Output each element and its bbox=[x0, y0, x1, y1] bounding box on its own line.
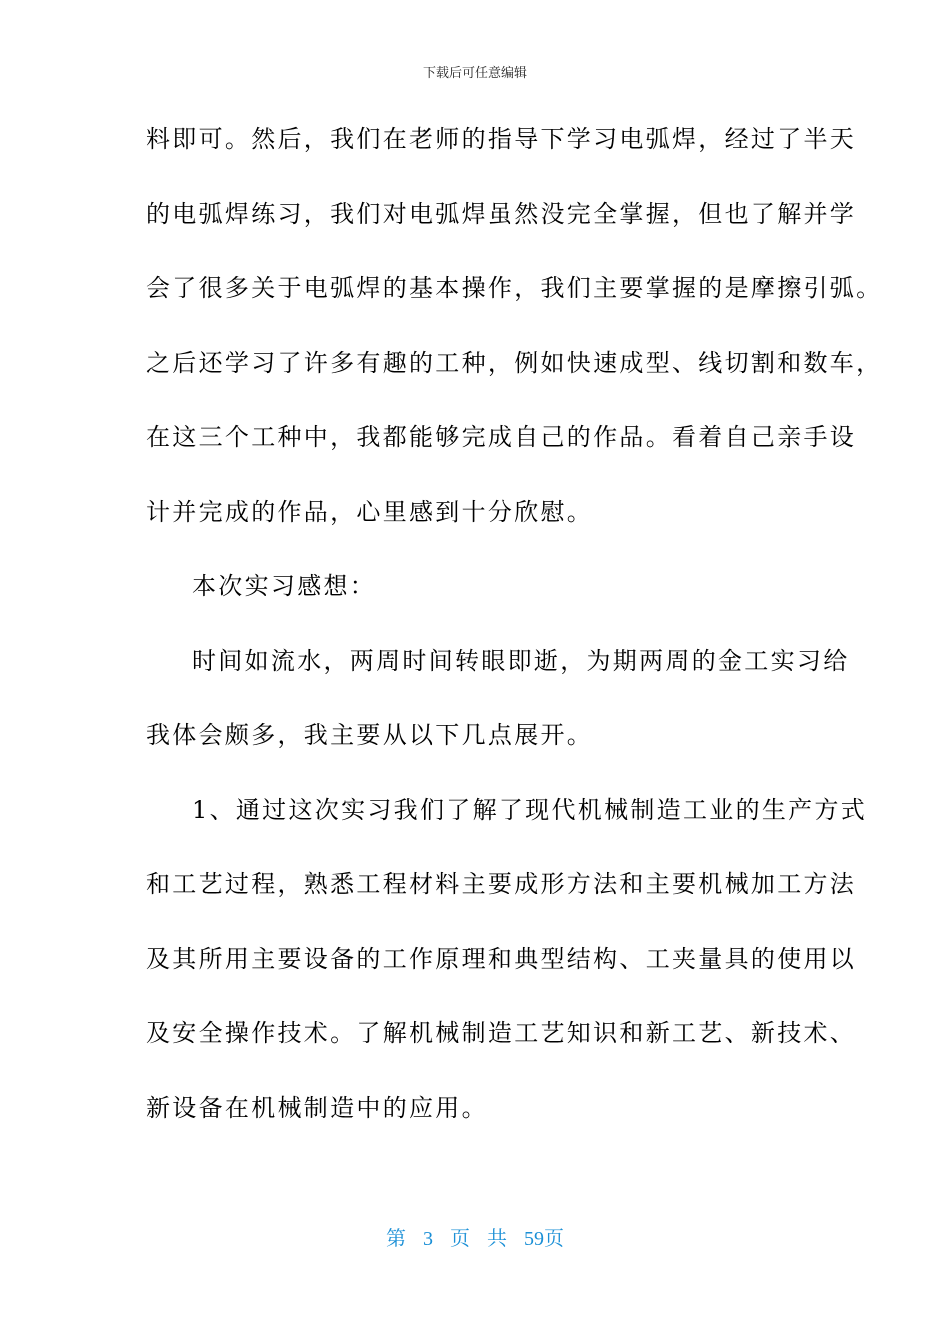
footer-di: 第 bbox=[386, 1228, 406, 1250]
page-header: 下载后可任意编辑 bbox=[422, 66, 527, 81]
paragraph-start-line: 时间如流水，两周时间转眼即逝，为期两周的金工实习给 bbox=[192, 646, 850, 675]
footer-total-pages: 59页 bbox=[524, 1228, 564, 1250]
paragraph-start-line: 1、通过这次实习我们了解了现代机械制造工业的生产方式 bbox=[192, 795, 868, 824]
text-line: 料即可。然后，我们在老师的指导下学习电弧焊，经过了半天 bbox=[146, 125, 857, 153]
document-body bbox=[146, 115, 883, 1158]
text-line: 及其所用主要设备的工作原理和典型结构、工夹量具的使用以 bbox=[146, 944, 857, 973]
text-line: 我体会颇多，我主要从以下几点展开。 bbox=[146, 721, 594, 749]
footer-page-number: 3 bbox=[423, 1228, 433, 1250]
text-line: 会了很多关于电弧焊的基本操作，我们主要掌握的是摩擦引弧。 bbox=[146, 274, 883, 302]
text-line: 及安全操作技术。了解机械制造工艺知识和新工艺、新技术、 bbox=[146, 1019, 857, 1047]
footer-ye: 页 bbox=[450, 1228, 470, 1250]
page-footer bbox=[0, 1226, 950, 1252]
text-line: 在这三个工种中，我都能够完成自己的作品。看着自己亲手设 bbox=[146, 423, 857, 451]
text-line: 计并完成的作品，心里感到十分欣慰。 bbox=[146, 497, 594, 526]
text-line: 新设备在机械制造中的应用。 bbox=[146, 1093, 488, 1122]
text-line: 的电弧焊练习，我们对电弧焊虽然没完全掌握，但也了解并学 bbox=[146, 199, 857, 228]
text-line: 和工艺过程，熟悉工程材料主要成形方法和主要机械加工方法 bbox=[146, 870, 857, 898]
section-heading: 本次实习感想： bbox=[192, 572, 377, 600]
text-line: 之后还学习了许多有趣的工种，例如快速成型、线切割和数车， bbox=[146, 348, 883, 377]
footer-gong: 共 bbox=[487, 1228, 507, 1250]
